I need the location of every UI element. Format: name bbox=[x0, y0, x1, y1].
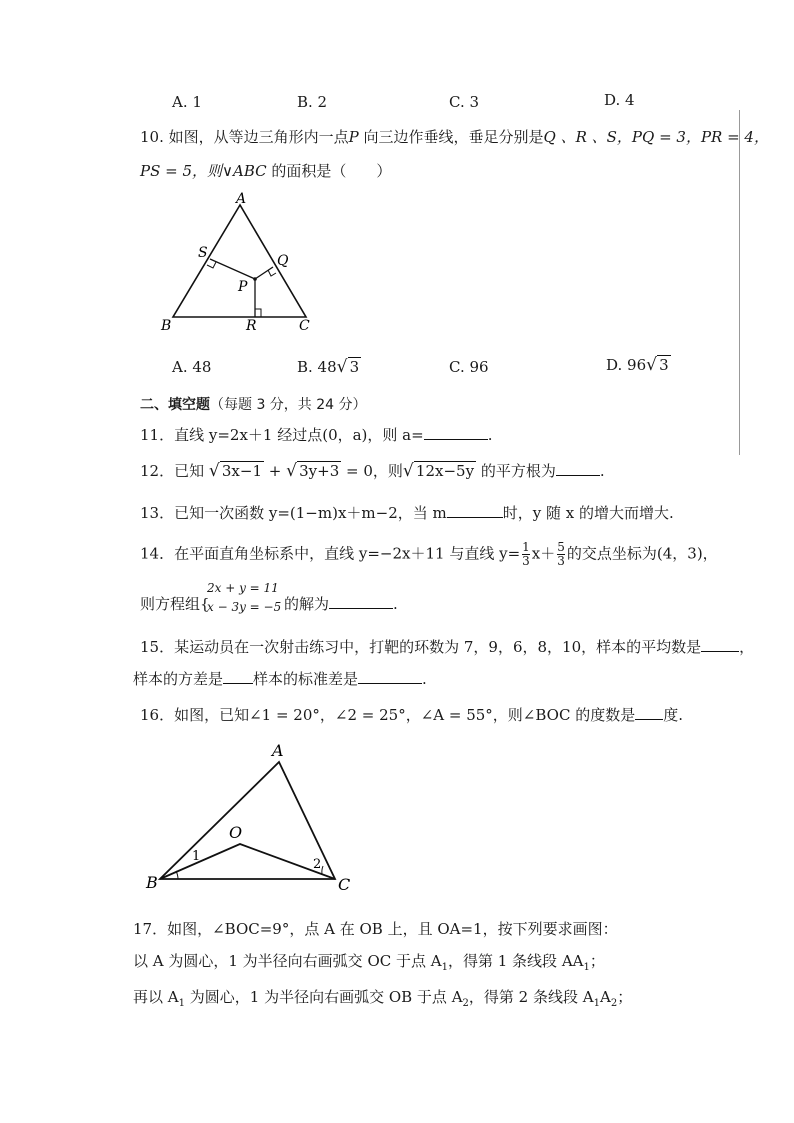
q15-line2: 样本的方差是 样本的标准差是 . bbox=[133, 670, 427, 688]
q10-point-p bbox=[253, 277, 257, 281]
q17-line1: 17．如图，∠BOC=9°，点 A 在 OB 上，且 OA=1，按下列要求画图： bbox=[133, 920, 618, 938]
q16-label-angle-1: 1 bbox=[192, 849, 201, 864]
q12: 12．已知 √ 3x−1 + √ 3y+3 = 0，则 √ 12x−5y 的平方根为 . bbox=[140, 461, 605, 481]
q14-line2-pre: 则方程组{ bbox=[140, 595, 210, 613]
q10-label-a: A bbox=[236, 191, 247, 207]
q10-line1: 10. 如图，从等边三角形内一点P 向三边作垂线，垂足分别是Q 、R 、S，PQ = 3，PR = 4， bbox=[140, 128, 769, 146]
q9-option-a: A. 1 bbox=[172, 93, 202, 111]
q10-label-q: Q bbox=[277, 253, 289, 269]
q16-triangle bbox=[160, 762, 335, 879]
q11: 11．直线 y=2x＋1 经过点(0，a)，则 a= . bbox=[140, 426, 493, 444]
q10-right-angle-s bbox=[207, 262, 216, 268]
q10-label-r: R bbox=[246, 318, 257, 334]
q16-label-c: C bbox=[338, 875, 351, 894]
q13: 13．已知一次函数 y=(1−m)x＋m−2，当 m 时，y 随 x 的增大而增大. bbox=[140, 504, 674, 522]
q10-perp-ps bbox=[210, 259, 255, 279]
q16-label-angle-2: 2 bbox=[313, 857, 322, 872]
q16-label-b: B bbox=[146, 873, 158, 892]
q17-line3: 再以 $A_1$ 为圆心，1 为半径向右画弧交 OB 于点 $A_2$，得第 2 条线段 $A_1A_2$； bbox=[133, 988, 633, 1009]
q9-option-c: C. 3 bbox=[449, 93, 480, 111]
q10-option-a: A. 48 bbox=[172, 358, 212, 376]
q9-option-b: B. 2 bbox=[297, 93, 328, 111]
q16-angle-2-arc bbox=[322, 866, 323, 874]
q10-label-p: P bbox=[238, 279, 248, 295]
q16-figure bbox=[140, 740, 370, 895]
q10-label-c: C bbox=[299, 318, 310, 334]
q16-label-a: A bbox=[272, 741, 284, 760]
q10-option-d: D. 96 √ 3 bbox=[606, 355, 669, 375]
q16-label-o: O bbox=[229, 823, 243, 842]
section2-heading: 二、填空题（每题 3 分，共 24 分） bbox=[140, 397, 367, 413]
q10-label-b: B bbox=[161, 318, 172, 334]
q15-line1: 15．某运动员在一次射击练习中，打靶的环数为 7，9，6，8，10，样本的平均数是 ， bbox=[140, 638, 755, 656]
q10-figure bbox=[160, 190, 325, 340]
q10-option-c: C. 96 bbox=[449, 358, 489, 376]
q10-right-angle-r bbox=[255, 309, 261, 317]
q14-line1: 14．在平面直角坐标系中，直线 y=−2x＋11 与直线 y= $\frac{1}{3}$ x＋ $\frac{5}{3}$ 的交点坐标为(4，3)， bbox=[140, 540, 718, 568]
q16-inner-lines bbox=[160, 844, 335, 879]
q10-label-s: S bbox=[198, 245, 208, 261]
margin-rule bbox=[739, 110, 740, 455]
q14-line2-post: 的解为 . bbox=[284, 595, 398, 613]
q9-option-d: D. 4 bbox=[604, 91, 635, 109]
q14-equation-system: 2x + y = 11 x − 3y = −5 bbox=[207, 581, 282, 614]
q17-line2: 以 A 为圆心，1 为半径向右画弧交 OC 于点 $A_1$，得第 1 条线段 $AA_1$； bbox=[133, 952, 605, 973]
q10-line2: PS = 5，则∨ABC 的面积是（ ） bbox=[140, 162, 392, 180]
q16: 16．如图，已知∠1 = 20°，∠2 = 25°，∠A = 55°，则∠BOC 的度数是 度. bbox=[140, 706, 683, 724]
q10-perp-pq bbox=[255, 267, 273, 279]
q10-right-angle-q bbox=[268, 270, 276, 276]
q10-option-b: B. 48 √ 3 bbox=[297, 357, 360, 377]
